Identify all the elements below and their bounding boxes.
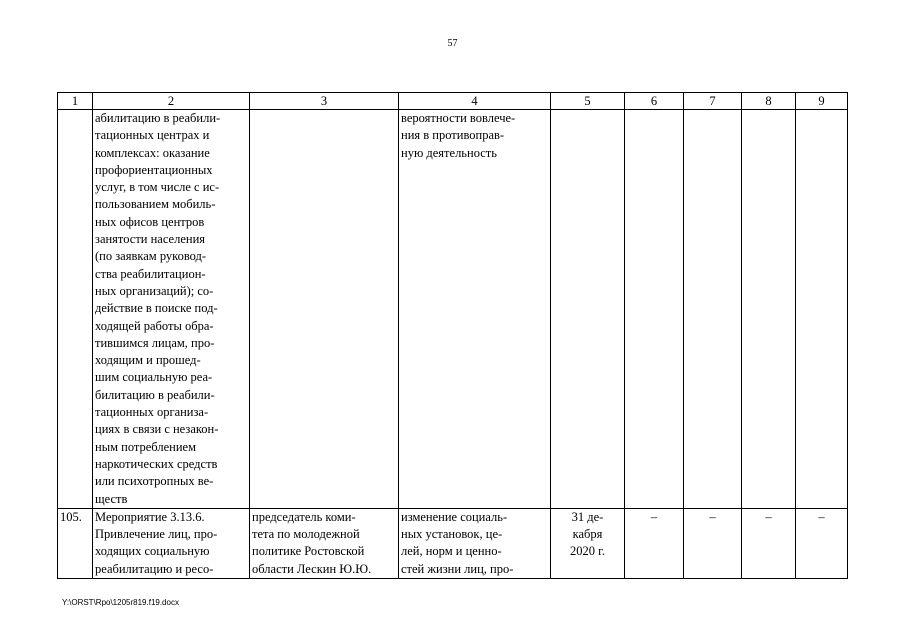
value-cell bbox=[796, 110, 848, 509]
text-line: наркотических средств bbox=[95, 456, 218, 471]
deadline-cell bbox=[551, 508, 625, 578]
table-row bbox=[58, 508, 848, 578]
text-line: ных установок, це- bbox=[401, 527, 503, 542]
text-line: ходящим и прошед- bbox=[95, 353, 201, 368]
text-line: занятости населения bbox=[95, 232, 206, 247]
text-line: тившимся лицам, про- bbox=[95, 335, 215, 350]
text-line: билитацию в реабили- bbox=[95, 387, 215, 402]
text-line: или психотропных ве- bbox=[95, 474, 214, 489]
value-cell: – bbox=[742, 508, 796, 578]
text-line: 31 де- bbox=[571, 509, 604, 524]
row-number-cell bbox=[58, 110, 93, 509]
text-line: (по заявкам руковод- bbox=[95, 249, 207, 264]
text-line: тационных организа- bbox=[95, 405, 209, 420]
text-line: политике Ростовской bbox=[252, 544, 365, 559]
text-line: услуг, в том числе с ис- bbox=[95, 180, 220, 195]
text-line: стей жизни лиц, про- bbox=[401, 561, 514, 576]
deadline-cell bbox=[551, 110, 625, 509]
value-cell bbox=[625, 110, 684, 509]
header-cell: 5 bbox=[551, 93, 625, 110]
text-line: лей, норм и ценно- bbox=[401, 544, 502, 559]
text-line: ществ bbox=[95, 491, 128, 506]
value-cell: – bbox=[684, 508, 742, 578]
text-line: кабря bbox=[572, 527, 603, 542]
text-line: циях в связи с незакон- bbox=[95, 422, 219, 437]
header-cell: 6 bbox=[625, 93, 684, 110]
page-number: 57 bbox=[447, 38, 458, 49]
value-cell: – bbox=[796, 508, 848, 578]
text-line: реабилитацию и ресо- bbox=[95, 561, 214, 576]
text-line: изменение социаль- bbox=[401, 509, 508, 524]
header-cell: 3 bbox=[250, 93, 399, 110]
text-line: ных офисов центров bbox=[95, 214, 205, 229]
text-line: действие в поиске под- bbox=[95, 301, 218, 316]
expected-result-cell bbox=[399, 110, 551, 509]
value-cell bbox=[742, 110, 796, 509]
text-line: пользованием мобиль- bbox=[95, 197, 216, 212]
column-number-header-row bbox=[58, 93, 848, 110]
value-cell: – bbox=[625, 508, 684, 578]
header-cell: 1 bbox=[58, 93, 93, 110]
text-line: комплексах: оказание bbox=[95, 145, 210, 160]
text-line: ходящей работы обра- bbox=[95, 318, 214, 333]
text-line: вероятности вовлече- bbox=[401, 111, 516, 125]
text-line: абилитацию в реабили- bbox=[95, 111, 221, 125]
value-cell bbox=[684, 110, 742, 509]
text-line: ную деятельность bbox=[401, 145, 497, 160]
header-cell: 9 bbox=[796, 93, 848, 110]
text-line: Мероприятие 3.13.6. bbox=[95, 509, 205, 524]
file-path-footer: Y:\ORST\Rpo\1205r819.f19.docx bbox=[62, 598, 179, 607]
program-table bbox=[57, 92, 848, 579]
text-line: ных организаций); со- bbox=[95, 283, 214, 298]
activity-description-cell bbox=[93, 508, 250, 578]
text-line: тационных центрах и bbox=[95, 128, 210, 143]
header-cell: 7 bbox=[684, 93, 742, 110]
text-line: ным потреблением bbox=[95, 439, 196, 454]
text-line: ходящих социальную bbox=[95, 544, 210, 559]
table-row bbox=[58, 110, 848, 509]
text-line: ния в противоправ- bbox=[401, 128, 505, 143]
text-line: Привлечение лиц, про- bbox=[95, 527, 218, 542]
text-line: области Лескин Ю.Ю. bbox=[252, 561, 372, 576]
text-line: председатель коми- bbox=[252, 509, 356, 524]
activity-description-cell bbox=[93, 110, 250, 509]
header-cell: 4 bbox=[399, 93, 551, 110]
text-line: 2020 г. bbox=[570, 544, 605, 559]
responsible-cell bbox=[250, 508, 399, 578]
expected-result-cell bbox=[399, 508, 551, 578]
header-cell: 8 bbox=[742, 93, 796, 110]
text-line: тета по молодежной bbox=[252, 527, 360, 542]
row-number-cell: 105. bbox=[58, 508, 93, 578]
text-line: ства реабилитацион- bbox=[95, 266, 206, 281]
text-line: шим социальную реа- bbox=[95, 370, 213, 385]
header-cell: 2 bbox=[93, 93, 250, 110]
responsible-cell bbox=[250, 110, 399, 509]
text-line: профориентационных bbox=[95, 162, 213, 177]
